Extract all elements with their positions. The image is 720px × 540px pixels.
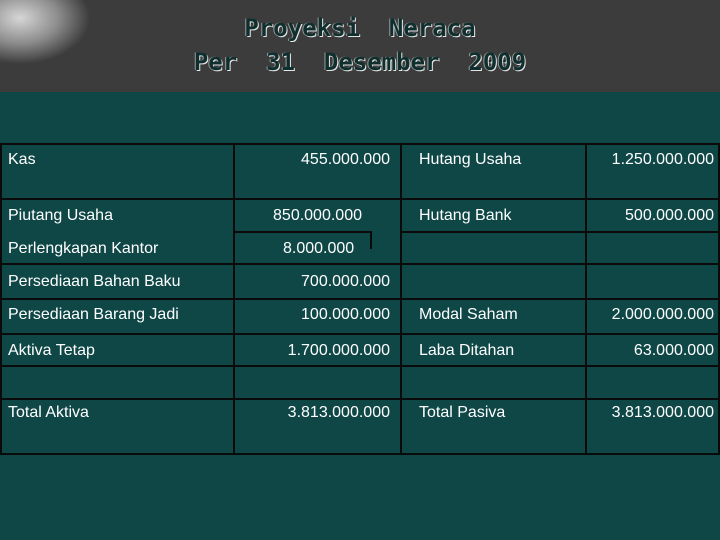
liability-label: Modal Saham <box>419 306 518 323</box>
asset-label: Kas <box>8 151 36 168</box>
table-border <box>0 298 720 300</box>
asset-value: 700.000.000 <box>301 273 390 290</box>
title-line-1: Proyeksi Neraca <box>244 14 476 42</box>
liability-value: 63.000.000 <box>633 342 714 359</box>
asset-label: Perlengkapan Kantor <box>8 240 159 257</box>
balance-sheet-table <box>0 143 720 455</box>
asset-value: 3.813.000.000 <box>287 404 390 421</box>
table-border <box>370 231 372 249</box>
liability-label: Hutang Usaha <box>419 151 522 168</box>
liability-label: Hutang Bank <box>419 207 512 224</box>
asset-value: 455.000.000 <box>301 151 390 168</box>
liability-label: Total Pasiva <box>419 404 506 421</box>
liability-label: Laba Ditahan <box>419 342 515 359</box>
asset-label: Persediaan Barang Jadi <box>8 306 179 323</box>
liability-value: 2.000.000.000 <box>611 306 714 323</box>
table-border <box>233 231 372 233</box>
liability-value: 1.250.000.000 <box>611 151 714 168</box>
asset-value: 1.700.000.000 <box>287 342 390 359</box>
table-border <box>0 398 720 400</box>
asset-label: Total Aktiva <box>8 404 89 421</box>
table-border <box>0 333 720 335</box>
asset-label: Persediaan Bahan Baku <box>8 273 181 290</box>
table-border <box>0 143 720 145</box>
asset-label: Aktiva Tetap <box>8 342 95 359</box>
liability-value: 3.813.000.000 <box>611 404 714 421</box>
table-border <box>0 453 720 455</box>
table-border <box>0 365 720 367</box>
title-line-2: Per 31 Desember 2009 <box>193 48 527 76</box>
table-border <box>0 198 720 200</box>
asset-value: 100.000.000 <box>301 306 390 323</box>
asset-value: 8.000.000 <box>283 240 355 257</box>
table-border <box>0 263 720 265</box>
asset-value: 850.000.000 <box>273 207 362 224</box>
liability-value: 500.000.000 <box>625 207 714 224</box>
asset-label: Piutang Usaha <box>8 207 113 224</box>
table-border <box>400 231 720 233</box>
